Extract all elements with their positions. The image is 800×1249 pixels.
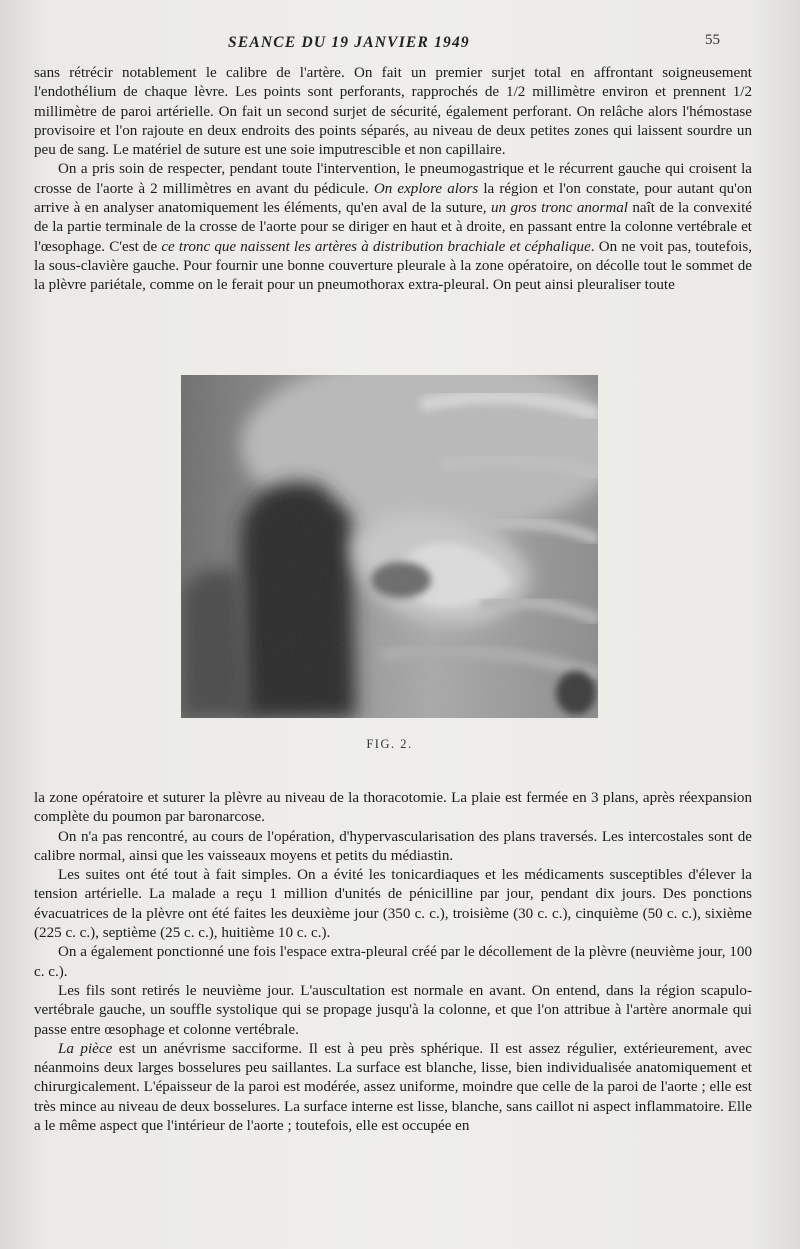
italic-run: La pièce: [58, 1040, 113, 1057]
figure-caption: FIG. 2.: [366, 737, 413, 751]
text-run: Les suites ont été tout à fait simples. On a évité les tonicardiaques et les médicaments susceptibles d'élever la tension artérielle. La malade a reçu 1 million d'unités de pénicilline par jour, pendant dix jours. Des ponctions évacuatrices de la plèvre ont été faites les deuxième jour (350 c. c.), troisième (30 c. c.), cinquième (50 c. c.), sixième (225 c. c.), septième (25 c. c.), huitième 10 c. c.).: [34, 867, 752, 942]
body-text-bottom: [34, 789, 752, 1136]
page-number: 55: [705, 32, 720, 48]
paragraph: [34, 160, 752, 295]
paragraph: [34, 1040, 752, 1136]
figure-radiograph: [181, 375, 598, 718]
text-run: On a également ponctionné une fois l'espace extra-pleural créé par le décollement de la plèvre (neuvième jour, 100 c. c.).: [34, 944, 752, 980]
text-run: est un anévrisme sacciforme. Il est à peu près sphérique. Il est assez régulier, extérieurement, avec néanmoins deux larges bosselures peu saillantes. La surface est blanche, lisse, bien individualisée anatomiquement et chirurgicalement. L'épaisseur de la paroi est modérée, assez uniforme, moindre que celle de la paroi de l'aorte ; elle est très mince au niveau de deux bosselures. La surface interne est lisse, blanche, sans caillot ni aspect inflammatoire. Elle a le même aspect que l'intérieur de l'aorte ; toutefois, elle est occupée en: [34, 1040, 752, 1135]
paragraph: [34, 866, 752, 943]
text-run: la zone opératoire et suturer la plèvre au niveau de la thoracotomie. La plaie est fermée en 3 plans, après réexpansion complète du poumon par baronarcose.: [34, 790, 752, 826]
text-run: On a pris soin de respecter, pendant toute l'intervention, le pneumogastrique et le récurrent gauche qui croisent la crosse de l'aorte à 2 millimètres en avant du pédicule.: [34, 161, 752, 197]
text-run: sans rétrécir notablement le calibre de l'artère. On fait un premier surjet total en affrontant soigneusement l'endothélium de chaque lèvre. Les points sont perforants, rapprochés de 1/2 millimètre environ et prennent 1/2 millimètre de paroi artérielle. On fait un second surjet de sécurité, également perforant. On relâche alors l'hémostase provisoire et l'on rajoute en deux endroits des points séparés, au niveau de deux petites zones qui laissent sourdre un peu de sang. Le matériel de suture est une soie imputrescible et non capillaire.: [34, 65, 752, 159]
page-header: [0, 32, 800, 56]
text-run: . On ne voit pas, toutefois, la sous-clavière gauche. Pour fournir une bonne couverture pleurale à la zone opératoire, on décolle tout le sommet de la plèvre pariétale, comme on le ferait pour un pneumothorax extra-pleural. On peut ainsi pleuraliser toute: [34, 238, 752, 294]
radiograph-image: [181, 375, 598, 718]
italic-run: On explore alors: [373, 180, 479, 197]
paragraph: [34, 64, 752, 160]
body-text-top: [34, 64, 752, 296]
text-run: la région et l'on constate, pour autant qu'on arrive à en analyser anatomiquement les éléments, qu'en aval de la suture,: [34, 180, 753, 217]
italic-run: ce tronc que naissent les artères à distribution brachiale et céphalique: [161, 238, 591, 255]
italic-run: un gros tronc anormal: [490, 200, 628, 217]
paragraph: [34, 828, 752, 867]
paragraph: [34, 789, 752, 828]
text-run: On n'a pas rencontré, au cours de l'opération, d'hypervascularisation des plans traversés. Les intercostales sont de calibre normal, ainsi que les vaisseaux moyens et petits du médiastin.: [34, 828, 752, 864]
text-run: naît de la convexité de la partie terminale de la crosse de l'aorte pour se diriger en haut et à droite, en passant entre la colonne vertébrale et l'œsophage. C'est de: [34, 200, 752, 255]
text-run: Les fils sont retirés le neuvième jour. L'auscultation est normale en avant. On entend, dans la région scapulo-vertébrale gauche, un souffle systolique qui se propage jusqu'à la colonne, et que l'on attribue à l'artère anormale qui passe entre œsophage et colonne vertébrale.: [34, 982, 752, 1038]
running-title: SEANCE DU 19 JANVIER 1949: [228, 34, 470, 51]
paragraph: [34, 982, 752, 1040]
paragraph: [34, 943, 752, 982]
